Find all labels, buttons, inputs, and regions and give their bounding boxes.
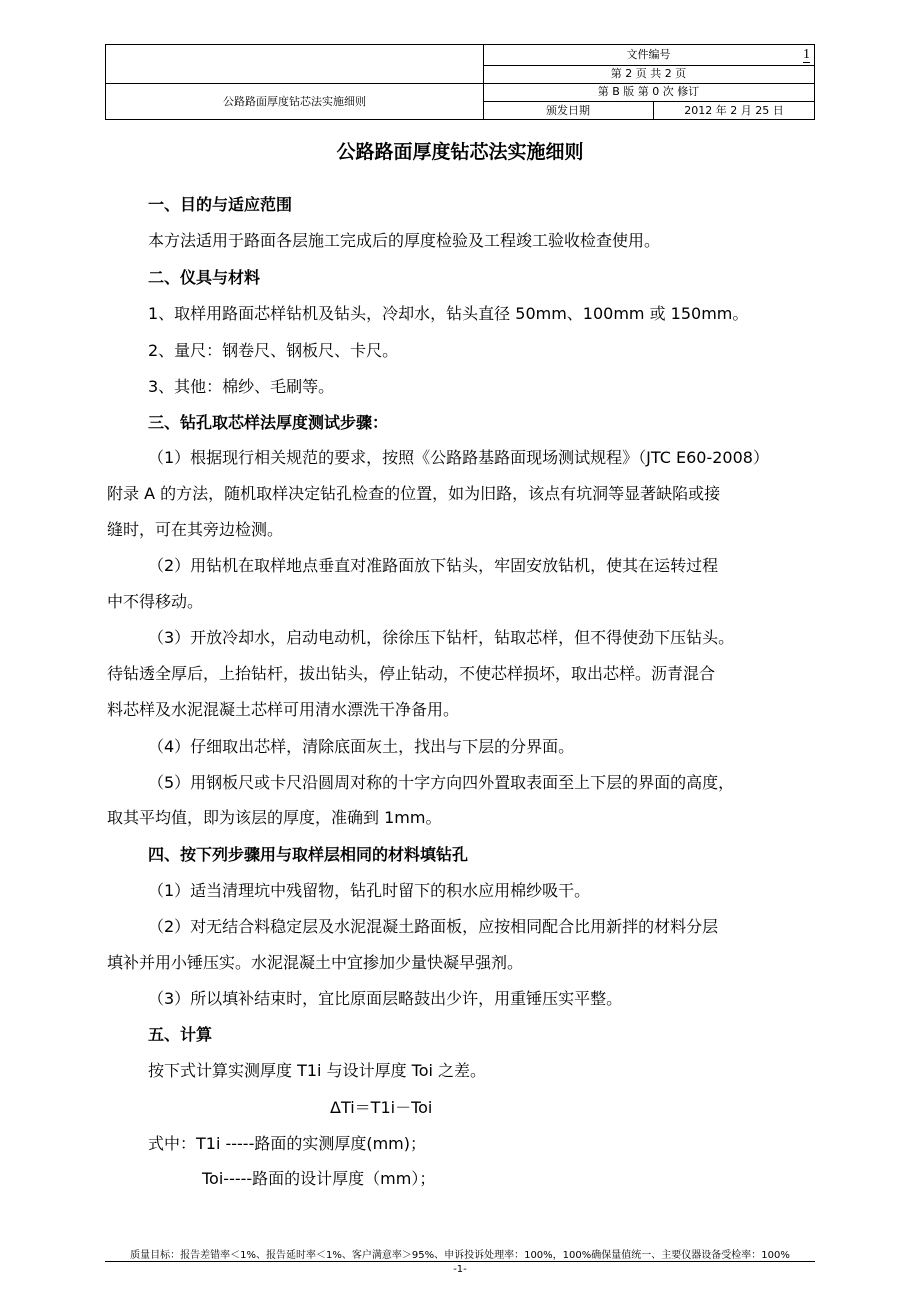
formula-where-1: 式中：T1i -----路面的实测厚度(mm)；	[148, 1134, 427, 1153]
section-3-para-5-line-2: 取其平均值，即为该层的厚度，准确到 1mm。	[107, 808, 442, 827]
section-3-para-3-line-1: （3）开放冷却水，启动电动机，徐徐压下钻杆，钻取芯样，但不得使劲下压钻头。	[148, 628, 735, 647]
footer-rule	[105, 1261, 815, 1262]
section-heading-5: 五、计算	[148, 1025, 213, 1044]
section-2-item-2: 2、量尺：钢卷尺、钢板尺、卡尺。	[148, 341, 399, 360]
section-heading-3: 三、钻孔取芯样法厚度测试步骤：	[148, 413, 389, 432]
issue-date-label: 颁发日期	[546, 104, 590, 117]
section-2-item-3: 3、其他：棉纱、毛刷等。	[148, 377, 335, 396]
section-4-para-2-line-1: （2）对无结合料稳定层及水泥混凝土路面板，应按相同配合比用新拌的材料分层	[148, 917, 719, 936]
page-title: 公路路面厚度钻芯法实施细则	[336, 141, 584, 163]
section-2-item-1: 1、取样用路面芯样钻机及钻头，冷却水，钻头直径 50mm、100mm 或 150mm。	[148, 304, 749, 323]
document-header-table	[105, 44, 815, 120]
section-1-text: 本方法适用于路面各层施工完成后的厚度检验及工程竣工验收检查使用。	[148, 231, 661, 250]
issue-date-value: 2012 年 2 月 25 日	[684, 104, 784, 117]
version-info: 第 B 版 第 0 次 修订	[597, 85, 700, 98]
section-heading-4: 四、按下列步骤用与取样层相同的材料填钻孔	[148, 845, 469, 864]
section-heading-2: 二、仪具与材料	[148, 268, 261, 287]
doc-number-label: 文件编号	[626, 48, 671, 61]
section-3-para-1-line-3: 缝时，可在其旁边检测。	[107, 520, 284, 539]
section-3-para-5-line-1: （5）用钢板尺或卡尺沿圆周对称的十字方向四外置取表面至上下层的界面的高度，	[148, 773, 735, 792]
header-doc-title: 公路路面厚度钻芯法实施细则	[223, 95, 366, 108]
section-heading-1: 一、目的与适应范围	[148, 195, 293, 214]
section-4-para-1: （1）适当清理坑中残留物，钻孔时留下的积水应用棉纱吸干。	[148, 881, 591, 900]
doc-number-value: 1	[803, 47, 810, 62]
formula-where-2: Toi-----路面的设计厚度（mm）；	[202, 1169, 436, 1188]
section-3-para-3-line-3: 料芯样及水泥混凝土芯样可用清水漂洗干净备用。	[107, 700, 460, 719]
section-3-para-1-line-1: （1）根据现行相关规范的要求，按照《公路路基路面现场测试规程》（JTC E60-2008）	[148, 448, 769, 467]
section-3-para-3-line-2: 待钻透全厚后，上抬钻杆，拔出钻头，停止钻动，不使芯样损坏，取出芯样。沥青混合	[107, 664, 716, 683]
page-number: -1-	[453, 1264, 467, 1275]
section-5-text: 按下式计算实测厚度 T1i 与设计厚度 Toi 之差。	[148, 1061, 487, 1080]
section-3-para-4: （4）仔细取出芯样，清除底面灰土，找出与下层的分界面。	[148, 737, 575, 756]
thickness-formula: ΔTi＝T1i－Toi	[330, 1098, 433, 1117]
section-4-para-2-line-2: 填补并用小锤压实。水泥混凝土中宜掺加少量快凝早强剂。	[107, 953, 524, 972]
section-4-para-3: （3）所以填补结束时，宜比原面层略鼓出少许，用重锤压实平整。	[148, 989, 623, 1008]
quality-goal-footer: 质量目标：报告差错率＜1%、报告延时率＜1%、客户满意率＞95%、申诉投诉处理率：100%，100%确保量值统一、主要仪器设备受检率：100%	[130, 1250, 790, 1261]
section-3-para-2-line-2: 中不得移动。	[107, 592, 204, 611]
page-info: 第 2 页 共 2 页	[610, 67, 687, 80]
section-3-para-2-line-1: （2）用钻机在取样地点垂直对准路面放下钻头，牢固安放钻机，使其在运转过程	[148, 556, 719, 575]
section-3-para-1-line-2: 附录 A 的方法，随机取样决定钻孔检查的位置，如为旧路，该点有坑洞等显著缺陷或接	[107, 484, 721, 503]
